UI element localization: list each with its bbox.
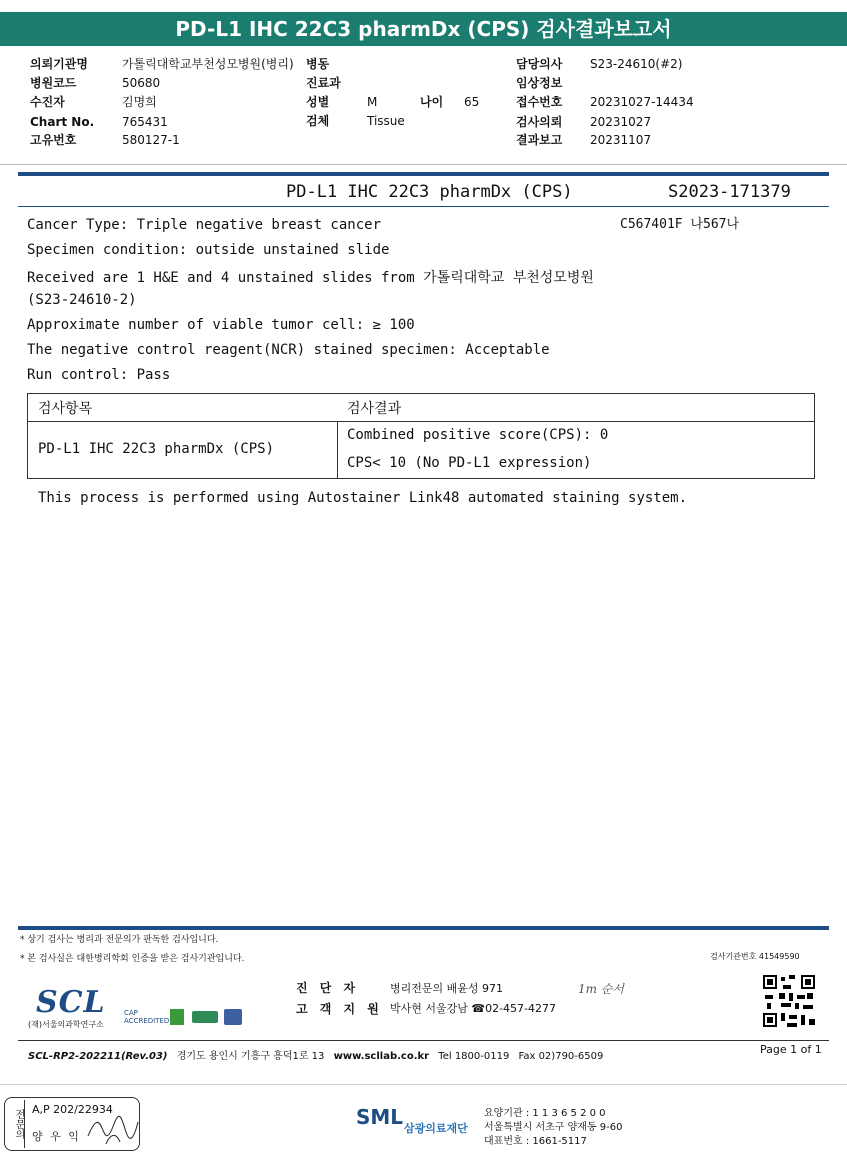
line-tumor-cell: Approximate number of viable tumor cell: ≥ 100 — [27, 317, 415, 333]
cap-logo: CAP ACCREDITED — [124, 1009, 170, 1025]
hospital-code-value: 50680 — [122, 76, 161, 90]
table-item: PD-L1 IHC 22C3 pharmDx (CPS) — [38, 441, 275, 457]
qr-code — [762, 974, 816, 1028]
recipient-value: 김명희 — [122, 95, 157, 109]
table-result-cps: Combined positive score(CPS): 0 — [347, 427, 609, 443]
line-cancer-type: Cancer Type: Triple negative breast cancer — [27, 217, 382, 233]
stamp-side-label: 전문의 — [6, 1100, 25, 1148]
sml-name: 삼광의료재단 — [404, 1122, 468, 1135]
hospital-code-label: 병원코드 — [30, 76, 77, 90]
footer-rule — [18, 926, 829, 930]
footer-note-1: * 상기 검사는 병리과 전문의가 판독한 검사입니다. — [20, 935, 219, 945]
department-label: 진료과 — [306, 76, 341, 90]
scl-website[interactable]: www.scllab.co.kr — [333, 1051, 430, 1062]
doc-code: C567401F 나567나 — [620, 217, 740, 232]
header-divider — [0, 164, 847, 165]
clinical-label: 임상정보 — [516, 76, 563, 90]
footer-note-2: * 본 검사실은 대한병리학회 인증을 받은 검사기관입니다. — [20, 954, 245, 964]
receipt-label: 접수번호 — [516, 95, 563, 109]
sex-label: 성별 — [306, 95, 330, 109]
chart-value: 765431 — [122, 115, 168, 129]
stamp-line-2: 양 우 익 — [32, 1130, 81, 1143]
recipient-label: 수진자 — [30, 95, 65, 109]
handwritten-signature — [86, 1114, 140, 1148]
service-label: 고 객 지 원 — [296, 1002, 383, 1016]
ward-label: 병동 — [306, 57, 330, 71]
doc-title: PD-L1 IHC 22C3 pharmDx (CPS) — [286, 182, 573, 202]
institution-row — [30, 55, 88, 74]
diagnosis-value: 병리전문의 배윤성 971 — [390, 982, 503, 995]
line-received: Received are 1 H&E and 4 unstained slides from 가톨릭대학교 부천성모병원 — [27, 270, 594, 286]
process-note: This process is performed using Autostainer Link48 automated staining system. — [38, 490, 688, 506]
stamp-line-1: A,P 202/22934 — [32, 1103, 113, 1116]
line-ncr: The negative control reagent(NCR) stained specimen: Acceptable — [27, 342, 550, 358]
eqa-logo — [192, 1011, 218, 1023]
diagnosis-label: 진 단 자 — [296, 981, 360, 995]
unique-label: 고유번호 — [30, 133, 77, 147]
age-label: 나이 — [420, 95, 444, 109]
lm-logo — [170, 1009, 184, 1025]
specimen-value: Tissue — [367, 114, 405, 128]
result-table-header-rule — [27, 421, 815, 422]
receipt-value: 20231027-14434 — [590, 95, 694, 109]
doc-code: SCL-RP2-202211(Rev.03) — [28, 1051, 168, 1062]
institution-label: 의뢰기관명 — [30, 57, 88, 71]
diagnosis-signature: 1m 순서 — [578, 982, 625, 996]
sml-phone: 대표번호 : 1661-5117 — [484, 1136, 587, 1147]
result-table-column-rule — [337, 421, 338, 479]
line-run-control: Run control: Pass — [27, 367, 171, 383]
anab-logo — [224, 1009, 242, 1025]
report-value: 20231107 — [590, 133, 652, 147]
footer-address-line — [28, 1047, 603, 1062]
sml-code: 요양기관 : 1 1 3 6 5 2 0 0 — [484, 1108, 606, 1119]
table-header-result: 검사결과 — [347, 401, 402, 417]
line-specimen-condition: Specimen condition: outside unstained slide — [27, 242, 390, 258]
footer-bottom-rule — [18, 1040, 829, 1041]
service-value: 박사현 서울강남 ☎02-457-4277 — [390, 1002, 557, 1015]
scl-tel: Tel 1800-0119 — [438, 1051, 510, 1062]
line-specimen-number: (S23-24610-2) — [27, 292, 137, 308]
certification-logos — [122, 1009, 246, 1029]
unique-value: 580127-1 — [122, 133, 180, 147]
sml-logo: SML — [356, 1105, 404, 1129]
bottom-divider — [0, 1084, 847, 1085]
doctor-label: 담당의사 — [516, 57, 563, 71]
specimen-label: 검체 — [306, 114, 330, 128]
report-title: PD-L1 IHC 22C3 pharmDx (CPS) 검사결과보고서 — [0, 12, 847, 46]
scl-fax: Fax 02)790-6509 — [518, 1051, 604, 1062]
doctor-value: S23-24610(#2) — [590, 57, 683, 71]
institution-value: 가톨릭대학교부천성모병원(병리) — [122, 57, 294, 71]
doc-title-rule — [18, 206, 829, 207]
sml-address: 서울특별시 서초구 양재동 9-60 — [484, 1122, 623, 1133]
report-label: 결과보고 — [516, 133, 563, 147]
scl-org-name: (재)서울의과학연구소 — [28, 1020, 104, 1029]
request-label: 검사의뢰 — [516, 115, 563, 129]
chart-label: Chart No. — [30, 115, 95, 129]
table-header-item: 검사항목 — [38, 401, 93, 417]
org-code: 검사기관번호 41549590 — [710, 952, 800, 961]
age-value: 65 — [464, 95, 480, 109]
sex-value: M — [367, 95, 378, 109]
scl-address: 경기도 용인시 기흥구 흥덕1로 13 — [176, 1051, 325, 1062]
scl-logo: SCL — [36, 985, 106, 1020]
doc-top-rule — [18, 172, 829, 176]
table-result-interpretation: CPS< 10 (No PD-L1 expression) — [347, 455, 592, 471]
page-indicator: Page 1 of 1 — [760, 1043, 822, 1056]
doc-number: S2023-171379 — [668, 182, 791, 202]
request-value: 20231027 — [590, 115, 652, 129]
